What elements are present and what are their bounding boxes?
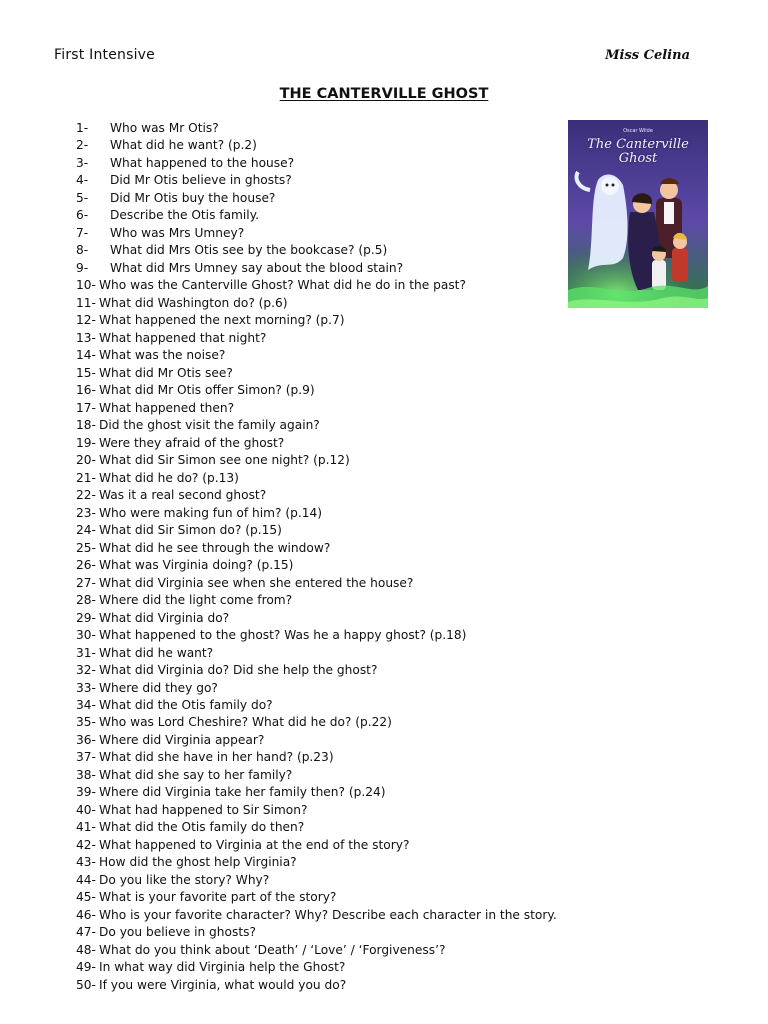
- question-number: 41-: [76, 820, 96, 835]
- question-number: 31-: [76, 645, 96, 660]
- question-number: 17-: [76, 400, 96, 415]
- question-text: What did he want?: [99, 645, 214, 660]
- question-item: [76, 120, 557, 137]
- question-item: [76, 680, 557, 697]
- question-number: 10-: [76, 278, 96, 293]
- question-item: [76, 575, 557, 592]
- question-item: [76, 540, 557, 557]
- question-item: [76, 924, 557, 941]
- question-number: 7-: [76, 225, 89, 240]
- question-item: [76, 907, 557, 924]
- question-number: 16-: [76, 383, 96, 398]
- question-number: 23-: [76, 505, 96, 520]
- question-item: [76, 207, 557, 224]
- question-text: How did the ghost help Virginia?: [99, 855, 297, 870]
- question-number: 43-: [76, 855, 96, 870]
- question-text: What happened to the house?: [110, 155, 295, 170]
- question-text: Did Mr Otis buy the house?: [110, 190, 276, 205]
- question-number: 37-: [76, 750, 96, 765]
- question-item: [76, 295, 557, 312]
- question-text: What did Virginia do? Did she help the ghost?: [99, 663, 378, 678]
- question-text: What was Virginia doing? (p.15): [99, 558, 294, 573]
- book-cover-image: [568, 120, 708, 308]
- question-number: 1-: [76, 121, 89, 135]
- question-text: Where did they go?: [99, 680, 218, 695]
- question-item: [76, 417, 557, 434]
- question-number: 33-: [76, 680, 96, 695]
- question-number: 19-: [76, 435, 96, 450]
- question-number: 50-: [76, 977, 96, 992]
- question-number: 47-: [76, 925, 96, 940]
- question-text: Did Mr Otis believe in ghosts?: [110, 173, 292, 188]
- question-text: Was it a real second ghost?: [99, 488, 267, 503]
- question-number: 44-: [76, 872, 96, 887]
- question-text: What did Washington do? (p.6): [99, 295, 288, 310]
- question-item: [76, 819, 557, 836]
- question-item: [76, 190, 557, 207]
- question-number: 13-: [76, 330, 96, 345]
- course-name: First Intensive: [54, 47, 155, 63]
- question-number: 14-: [76, 348, 96, 363]
- question-item: [76, 959, 557, 976]
- cover-title: [568, 138, 708, 166]
- worksheet-title-text: THE CANTERVILLE GHOST: [279, 86, 489, 102]
- question-text: What did Sir Simon do? (p.15): [99, 523, 282, 538]
- question-text: What had happened to Sir Simon?: [99, 802, 308, 817]
- question-text: What do you think about ‘Death’ / ‘Love’ / ‘Forgiveness’?: [99, 942, 446, 957]
- question-item: [76, 784, 557, 801]
- question-number: 6-: [76, 208, 89, 223]
- question-text: In what way did Virginia help the Ghost?: [99, 960, 346, 975]
- question-item: [76, 627, 557, 644]
- question-number: 18-: [76, 418, 96, 433]
- question-number: 42-: [76, 837, 96, 852]
- question-item: [76, 749, 557, 766]
- question-text: What did she have in her hand? (p.23): [99, 750, 334, 765]
- question-text: What was the noise?: [99, 348, 226, 363]
- question-item: [76, 330, 557, 347]
- question-list: [76, 120, 557, 994]
- question-number: 29-: [76, 610, 96, 625]
- question-item: [76, 505, 557, 522]
- question-number: 12-: [76, 313, 96, 328]
- cover-title-line2: Ghost: [618, 151, 658, 166]
- question-item: [76, 347, 557, 364]
- question-text: Do you like the story? Why?: [99, 872, 270, 887]
- question-text: Who was Lord Cheshire? What did he do? (p.22): [99, 715, 392, 730]
- question-text: What did he do? (p.13): [99, 470, 239, 485]
- question-text: Where did Virginia appear?: [99, 732, 265, 747]
- cover-author: Oscar Wilde: [623, 128, 653, 134]
- question-item: [76, 854, 557, 871]
- question-text: What did he see through the window?: [99, 540, 331, 555]
- question-text: Were they afraid of the ghost?: [99, 435, 285, 450]
- question-text: What did Virginia see when she entered the house?: [99, 575, 414, 590]
- question-text: What did Mrs Umney say about the blood stain?: [110, 260, 404, 275]
- question-number: 45-: [76, 890, 96, 905]
- question-item: [76, 977, 557, 994]
- question-number: 5-: [76, 190, 89, 205]
- question-item: [76, 592, 557, 609]
- question-number: 20-: [76, 453, 96, 468]
- question-spacer: [98, 242, 110, 259]
- question-spacer: [98, 155, 110, 172]
- question-text: What did Sir Simon see one night? (p.12): [99, 453, 350, 468]
- question-number: 28-: [76, 593, 96, 608]
- question-item: [76, 382, 557, 399]
- question-number: 22-: [76, 488, 96, 503]
- question-item: [76, 714, 557, 731]
- question-number: 11-: [76, 295, 96, 310]
- question-number: 36-: [76, 732, 96, 747]
- question-number: 2-: [76, 138, 89, 153]
- question-item: [76, 435, 557, 452]
- question-spacer: [98, 172, 110, 189]
- question-spacer: [98, 137, 110, 154]
- cover-title-line1: The Canterville: [587, 137, 689, 152]
- question-spacer: [98, 207, 110, 224]
- question-text: What did Mr Otis offer Simon? (p.9): [99, 383, 315, 398]
- question-number: 35-: [76, 715, 96, 730]
- question-item: [76, 172, 557, 189]
- question-number: 8-: [76, 243, 89, 258]
- question-number: 48-: [76, 942, 96, 957]
- question-text: What happened to Virginia at the end of the story?: [99, 837, 410, 852]
- question-item: [76, 889, 557, 906]
- question-text: What did the Otis family do?: [99, 697, 273, 712]
- question-item: [76, 242, 557, 259]
- question-text: Who is your favorite character? Why? Describe each character in the story.: [99, 907, 557, 922]
- question-text: What did she say to her family?: [99, 767, 293, 782]
- question-text: Where did Virginia take her family then? (p.24): [99, 785, 386, 800]
- question-item: [76, 470, 557, 487]
- question-spacer: [98, 120, 110, 137]
- question-text: What did Mr Otis see?: [99, 365, 233, 380]
- question-number: 21-: [76, 470, 96, 485]
- question-number: 25-: [76, 540, 96, 555]
- question-text: Where did the light come from?: [99, 593, 293, 608]
- question-text: If you were Virginia, what would you do?: [99, 977, 347, 992]
- question-item: [76, 260, 557, 277]
- question-number: 27-: [76, 575, 96, 590]
- question-number: 3-: [76, 155, 89, 170]
- question-number: 30-: [76, 628, 96, 643]
- question-spacer: [98, 260, 110, 277]
- question-item: [76, 137, 557, 154]
- worksheet-title: [0, 86, 768, 102]
- question-spacer: [98, 225, 110, 242]
- question-item: [76, 942, 557, 959]
- question-number: 26-: [76, 558, 96, 573]
- question-text: Who was Mr Otis?: [110, 121, 219, 135]
- question-text: Who was the Canterville Ghost? What did he do in the past?: [99, 278, 466, 293]
- teacher-signature: Miss Celina: [605, 48, 690, 63]
- question-text: Did the ghost visit the family again?: [99, 418, 320, 433]
- question-item: [76, 557, 557, 574]
- question-text: Do you believe in ghosts?: [99, 925, 256, 940]
- question-item: [76, 802, 557, 819]
- question-text: What did Mrs Otis see by the bookcase? (p.5): [110, 243, 388, 258]
- question-number: 9-: [76, 260, 89, 275]
- question-item: [76, 522, 557, 539]
- question-item: [76, 837, 557, 854]
- question-number: 34-: [76, 697, 96, 712]
- question-number: 39-: [76, 785, 96, 800]
- question-number: 15-: [76, 365, 96, 380]
- question-item: [76, 312, 557, 329]
- question-item: [76, 452, 557, 469]
- question-number: 4-: [76, 173, 89, 188]
- question-text: What is your favorite part of the story?: [99, 890, 337, 905]
- question-number: 49-: [76, 960, 96, 975]
- question-item: [76, 610, 557, 627]
- question-number: 40-: [76, 802, 96, 817]
- question-number: 38-: [76, 767, 96, 782]
- question-number: 24-: [76, 523, 96, 538]
- question-item: [76, 697, 557, 714]
- question-text: What happened to the ghost? Was he a happy ghost? (p.18): [99, 628, 467, 643]
- question-item: [76, 662, 557, 679]
- question-text: What happened that night?: [99, 330, 267, 345]
- question-item: [76, 487, 557, 504]
- question-item: [76, 645, 557, 662]
- question-item: [76, 155, 557, 172]
- question-item: [76, 872, 557, 889]
- question-text: What did Virginia do?: [99, 610, 230, 625]
- question-item: [76, 277, 557, 294]
- question-text: What did he want? (p.2): [110, 138, 257, 153]
- question-text: What happened the next morning? (p.7): [99, 313, 345, 328]
- question-text: What did the Otis family do then?: [99, 820, 305, 835]
- question-text: Who was Mrs Umney?: [110, 225, 245, 240]
- question-item: [76, 225, 557, 242]
- question-text: Describe the Otis family.: [110, 208, 260, 223]
- question-item: [76, 767, 557, 784]
- question-number: 32-: [76, 663, 96, 678]
- question-text: Who were making fun of him? (p.14): [99, 505, 322, 520]
- question-text: What happened then?: [99, 400, 235, 415]
- question-item: [76, 365, 557, 382]
- question-item: [76, 400, 557, 417]
- question-spacer: [98, 190, 110, 207]
- question-number: 46-: [76, 907, 96, 922]
- question-item: [76, 732, 557, 749]
